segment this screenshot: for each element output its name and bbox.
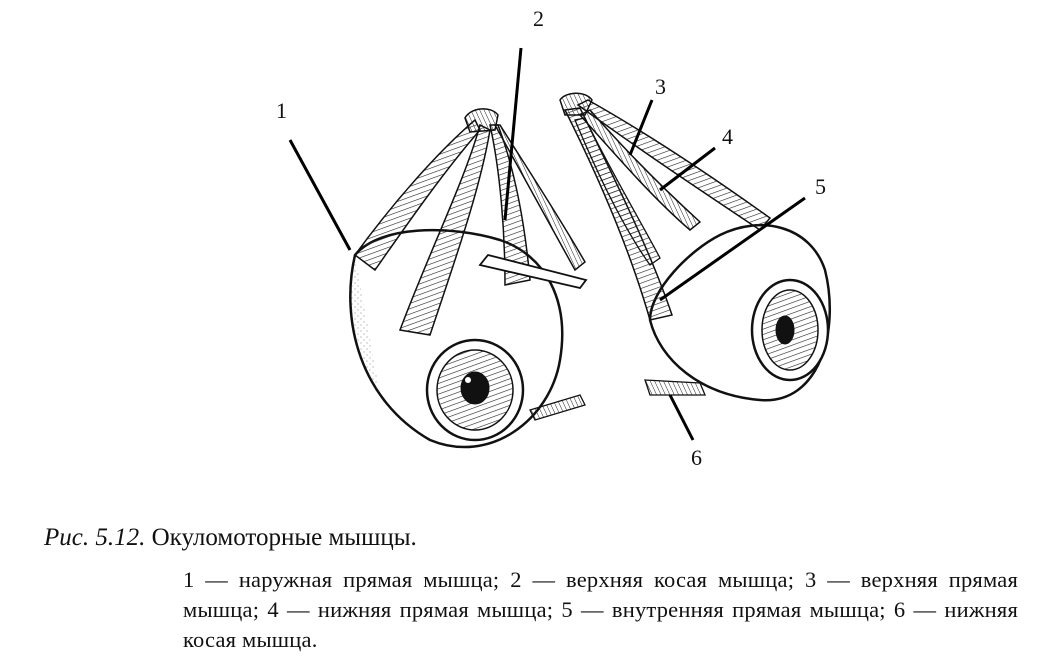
- leader-line-1: [290, 140, 350, 250]
- left-eye: [350, 109, 586, 447]
- leader-line-6: [670, 395, 693, 440]
- figure-caption: [44, 524, 417, 552]
- right-eye: [560, 93, 830, 400]
- callout-1: 1: [276, 98, 287, 123]
- figure-number: Рис. 5.12.: [44, 524, 146, 551]
- figure-legend: 1 — наружная прямая мышца; 2 — верхняя косая мышца; 3 — верхняя прямая мышца; 4 — нижняя прямая мышца; 5 — внутренняя прямая мышца; 6 — нижняя косая мышца.: [183, 567, 1018, 652]
- callout-5: 5: [815, 174, 826, 199]
- callout-6: 6: [691, 445, 702, 470]
- figure-title: Окуломоторные мышцы.: [151, 524, 417, 551]
- callout-4: 4: [722, 124, 733, 149]
- callout-3: 3: [655, 74, 666, 99]
- callout-2: 2: [533, 6, 544, 31]
